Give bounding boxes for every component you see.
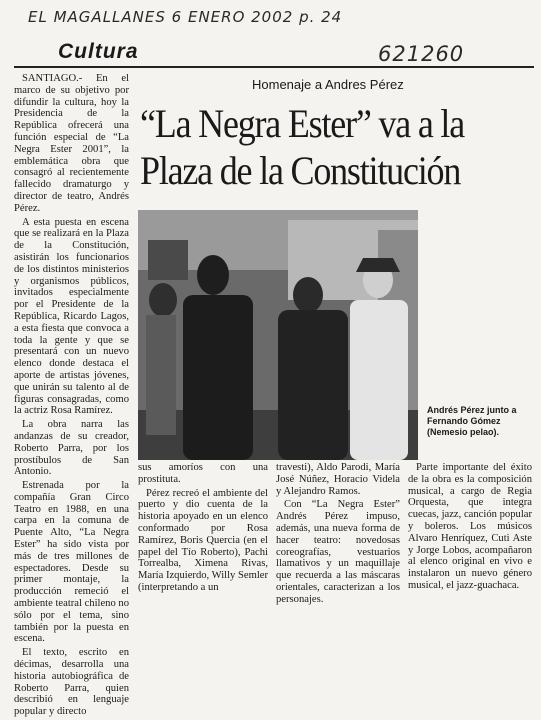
article-kicker: Homenaje a Andres Pérez [252, 77, 404, 92]
photo-caption: Andrés Pérez junto a Fernando Gómez (Nemesio pelao). [427, 405, 517, 437]
handwritten-source-note: EL MAGALLANES 6 ENERO 2002 p. 24 [28, 8, 343, 26]
paragraph: Pérez recreó el ambiente del puerto y dio cuenta de la historia apoyado en un elenco conformado por Rosa Ramírez, Boris Quercia (en el papel del Tío Roberto), Pachi Torrealba, Ximena Rivas, María Izquierdo, Willy Semler (interpretando a un [138, 487, 268, 593]
paragraph: sus amoríos con una prostituta. [138, 462, 268, 485]
section-title: Cultura [58, 40, 139, 63]
article-headline: “La Negra Ester” va a la Plaza de la Constitución [140, 101, 464, 193]
paragraph: Con “La Negra Ester” Andrés Pérez impuso, además, una nueva forma de hacer teatro: novedosas coreografías, vestuarios llamativos y un maquillaje que recuerda a las máscaras orientales, caracterizan a los personajes. [276, 499, 400, 605]
photo-image [138, 210, 418, 460]
paragraph: travesti), Aldo Parodi, María José Núñez, Horacio Videla y Alejandro Ramos. [276, 462, 400, 497]
article-column-2 [138, 462, 268, 596]
paragraph: Parte importante del éxito de la obra es la composición musical, a cargo de Regia Orquesta, que integra cuecas, jazz, canción popular y boleros. Los músicos Alvaro Henríquez, Cuti Aste y Jorge Lobos, acompañaron al elenco original en vivo e instalaron un nuevo género musical, el jazz-guachaca. [408, 462, 532, 591]
paragraph: La obra narra las andanzas de su creador, Roberto Parra, por los prostíbulos de San Antonio. [14, 419, 129, 478]
article-photo [138, 210, 418, 460]
paragraph: A esta puesta en escena que se realizará en la Plaza de la Constitución, asistirán los funcionarios de los distintos ministerios y organismos públicos, invitados especialmente por el Presidente de la República, Ricardo Lagos, a esta fiesta que convoca a toda la gente y que se presentará con un nuevo elenco donde destaca el aporte de artistas jóvenes, que unirán su talento al de figuras consagradas, como la actriz Rosa Ramírez. [14, 216, 129, 417]
section-rule [14, 66, 534, 68]
paragraph: SANTIAGO.- En el marco de su objetivo por difundir la cultura, hoy la Presidencia de la República ofrecerá una función especial de “La Negra Ester 2001”, la emblemática obra que consagró al recientemente fallecido dramaturgo y director de teatro, Andrés Pérez. [14, 73, 129, 214]
article-column-left [14, 73, 129, 720]
paragraph: El texto, escrito en décimas, desarrolla una historia autobiográfica de Roberto Parra, quien describió en lenguaje popular y directo [14, 647, 129, 718]
article-column-3 [276, 462, 400, 608]
paragraph: Estrenada por la compañía Gran Circo Teatro en 1988, en una carpa en la comuna de Puente Alto, “La Negra Ester” ha sido vista por más de tres millones de espectadores. Desde su primer montaje, la producción remeció el ambiente teatral chileno no sólo por el tema, sino también por la puesta en escena. [14, 480, 130, 645]
handwritten-reference-number: 621260 [378, 42, 465, 66]
article-column-4 [408, 462, 532, 594]
